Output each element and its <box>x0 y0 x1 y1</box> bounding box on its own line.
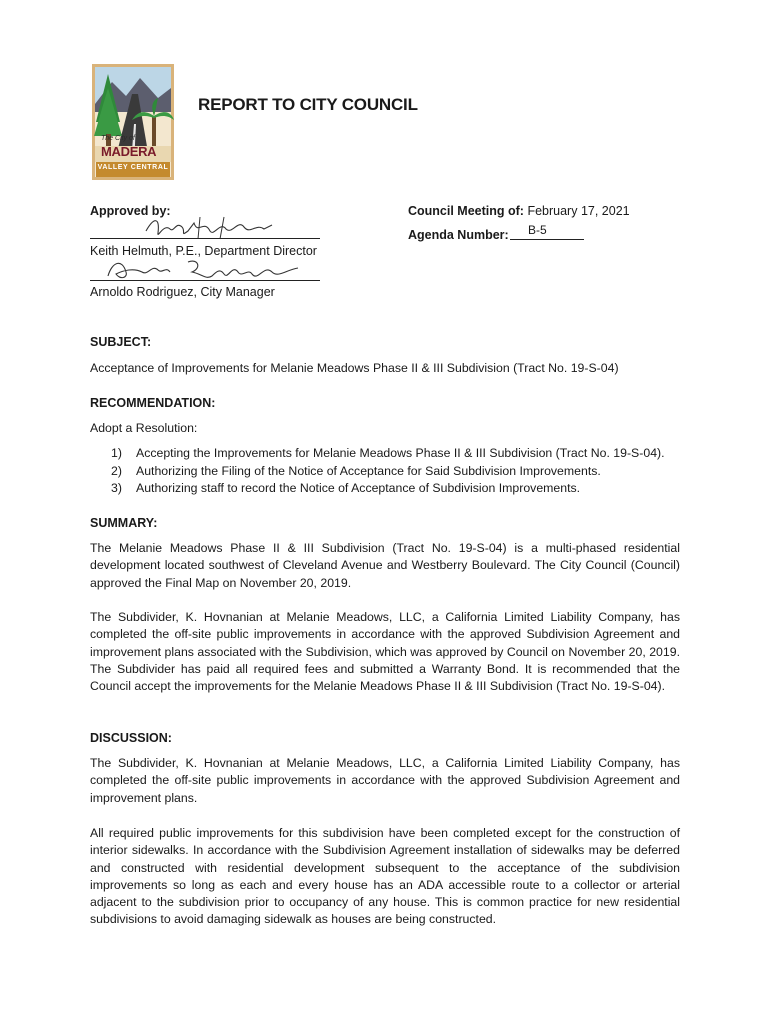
summary-paragraph-1: The Melanie Meadows Phase II & III Subdivision (Tract No. 19-S-04) is a multi-phased residential development located southwest of Cleveland Avenue and Westberry Boulevard. The City Council (Council) approved the Final Map on November 20, 2019. <box>90 541 680 590</box>
approved-by-label: Approved by: <box>90 204 171 218</box>
logo-city-of-text: The City of <box>101 135 135 142</box>
agenda-number-label: Agenda Number: <box>408 228 509 242</box>
meeting-date-value: February 17, 2021 <box>527 204 630 218</box>
summary-paragraph-2: The Subdivider, K. Hovnanian at Melanie Meadows, LLC, a California Limited Liability Company, has completed the off-site public improvements in accordance with the approved Subdivision Agreement and improvement plans associated with the Subdivision, which was approved by Council on November 20, 2019. The Subdivider has paid all required fees and submitted a Warranty Bond. It is recommended that the Council accept the improvements for the Melanie Meadows Phase II & III Subdivision (Tract No. 19-S-04). <box>90 610 680 694</box>
agenda-number-value: B-5 <box>528 223 547 237</box>
discussion-paragraph-1: The Subdivider, K. Hovnanian at Melanie Meadows, LLC, a California Limited Liability Company, has completed the off-site public improvements in accordance with the approved Subdivision Agreement and improvement plans. <box>90 756 680 805</box>
list-item <box>111 463 691 481</box>
agenda-number-line <box>510 239 584 240</box>
discussion-paragraph-2: All required public improvements for this subdivision have been completed except for the construction of interior sidewalks. In accordance with the Subdivision Agreement installation of sidewalks may be deferred and constructed with residential development subsequent to the acceptance of the subdivision improvements so long as each and every house has an ADA accessible route to a collector or arterial adjacent to the subdivision prior to occupancy of any house. This is common practice for new residential subdivisions to avoid damaging sidewalk as houses are being constructed. <box>90 826 680 927</box>
list-item-number: 3) <box>111 481 122 496</box>
recommendation-heading: RECOMMENDATION: <box>90 396 216 410</box>
list-item-text: Authorizing the Filing of the Notice of Acceptance for Said Subdivision Improvements. <box>136 463 601 478</box>
signer-1-name: Keith Helmuth, P.E., Department Director <box>90 244 317 258</box>
list-item-text: Accepting the Improvements for Melanie Meadows Phase II & III Subdivision (Tract No. 19-S-04). <box>136 446 665 460</box>
signature-line-1 <box>90 238 320 239</box>
recommendation-intro: Adopt a Resolution: <box>90 421 198 435</box>
meeting-date-row <box>408 203 630 220</box>
city-of-madera-logo <box>92 64 174 180</box>
list-item-number: 1) <box>111 446 122 460</box>
logo-valley-central-text: VALLEY CENTRAL <box>97 164 169 171</box>
summary-heading: SUMMARY: <box>90 516 158 530</box>
subject-heading: SUBJECT: <box>90 335 152 349</box>
meeting-date-label: Council Meeting of: <box>408 204 524 218</box>
report-title: REPORT TO CITY COUNCIL <box>198 95 418 114</box>
recommendation-list <box>111 445 691 498</box>
logo-madera-text: MADERA <box>101 144 157 159</box>
signer-2-name: Arnoldo Rodriguez, City Manager <box>90 285 275 299</box>
list-item-text: Authorizing staff to record the Notice of Acceptance of Subdivision Improvements. <box>136 481 581 496</box>
subject-text: Acceptance of Improvements for Melanie Meadows Phase II & III Subdivision (Tract No. 19-S-04) <box>90 361 619 375</box>
list-item <box>111 480 691 498</box>
signature-line-2 <box>90 280 320 281</box>
discussion-heading: DISCUSSION: <box>90 731 172 745</box>
list-item-number: 2) <box>111 463 122 478</box>
list-item <box>111 445 691 463</box>
